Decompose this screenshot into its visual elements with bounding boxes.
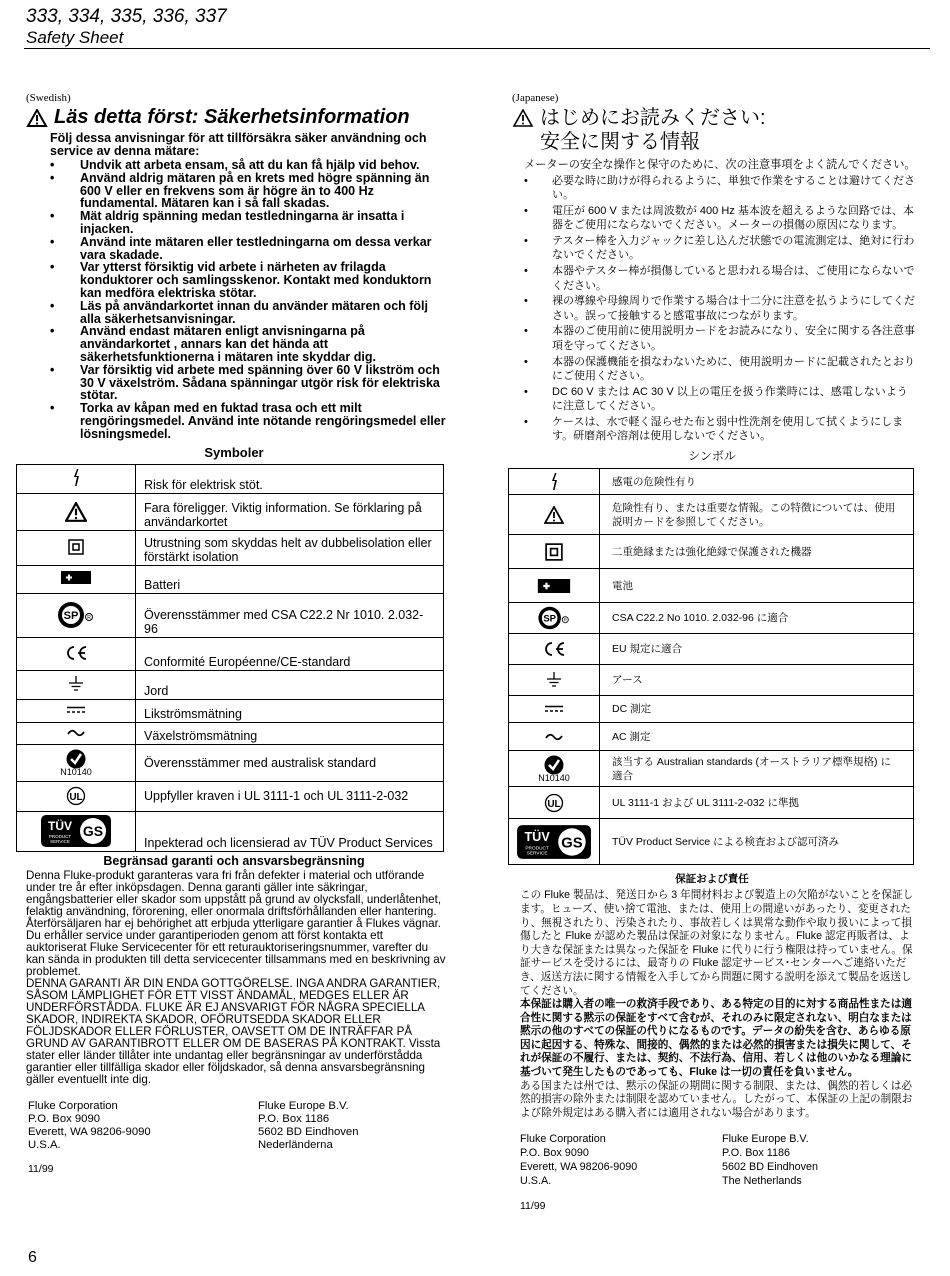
warning-item: • 本器やテスター棒が損傷していると思われる場合は、ご使用にならないでください。 bbox=[508, 264, 916, 293]
ul-mark-icon bbox=[544, 793, 564, 813]
symbol-description: 二重絶縁または強化絶縁で保護された機器 bbox=[600, 535, 914, 569]
address-line: Nederländerna bbox=[258, 1138, 333, 1151]
tuv-top-text: TÜV bbox=[524, 829, 550, 844]
section-title bbox=[26, 106, 446, 128]
symbol-description: Överensstämmer med CSA C22.2 Nr 1010. 2.032-96 bbox=[136, 593, 444, 637]
warranty-paragraph: Denna Fluke-produkt garanteras vara fri från defekter i material och utförande under tre år efter inköpsdagen. Denna garanti gäller inte säkringar, engångsbatterier eller skador som uppstått på grund av olycksfall, underlåtenhet, felaktig användning, förorening, eller onormala driftsförhållanden eller hantering. Återförsäljaren har ej behörighet att erbjuda ytterligare garantier å Flukes vägnar. Du erhåller service under garantiperioden genom att först kontakta ett auktoriserat Fluke Servicecenter för ett returauktoriseringsnummer, varefter du kan sända in produkten till detta servicecenter tillsammans med en beskrivning av problemet. bbox=[26, 868, 446, 978]
addresses bbox=[28, 1100, 446, 1152]
csa-mark-icon bbox=[537, 605, 571, 631]
warranty-paragraph: ある国または州では、黙示の保証の期間に関する制限、または、偶然的若しくは必然的損害の除外または制限を認めていません。したがって、本保証の上記の制限および除外規定はある購入者には適用されない場合があります。 bbox=[520, 1079, 913, 1119]
warning-item: • DC 60 V または AC 30 V 以上の電圧を扱う作業時には、感電しないように注意してください。 bbox=[508, 385, 916, 414]
tuv-gs-mark-icon bbox=[516, 824, 592, 860]
warning-item: • Använd aldrig mätaren på en krets med högre spänning än 600 V eller en frekvens som är högre än to 400 Hz fundamental. Mätaren kan i så fall skadas. bbox=[22, 172, 446, 210]
symbol-row bbox=[17, 744, 444, 781]
warning-triangle-icon bbox=[65, 502, 87, 522]
battery-icon bbox=[537, 579, 571, 593]
warning-item: • 本器のご使用前に使用説明カードをお読みになり、安全に関する各注意事項を守ってください。 bbox=[508, 324, 916, 353]
page-header bbox=[26, 6, 227, 48]
japanese-section bbox=[508, 92, 916, 1212]
header-rule bbox=[24, 48, 930, 49]
warning-item: • Mät aldrig spänning medan testledningarna är insatta i injacken. bbox=[22, 210, 446, 236]
intro-text: メーターの安全な操作と保守のために、次の注意事項をよく読んでください。 bbox=[524, 159, 916, 171]
symbol-row bbox=[17, 637, 444, 670]
symbols-heading: Symboler bbox=[204, 444, 264, 460]
address-line: The Netherlands bbox=[722, 1175, 802, 1188]
double-insulation-icon bbox=[545, 543, 563, 561]
svg-text:R: R bbox=[87, 615, 91, 622]
symbol-row bbox=[509, 696, 914, 723]
c-tick-mark-icon bbox=[66, 749, 86, 769]
symbol-row bbox=[509, 535, 914, 569]
dc-icon bbox=[545, 705, 563, 713]
symbol-row bbox=[509, 787, 914, 819]
address-europe bbox=[722, 1132, 818, 1188]
page-number: 6 bbox=[28, 1249, 37, 1266]
warranty-paragraph: DENNA GARANTI ÄR DIN ENDA GOTTGÖRELSE. INGA ANDRA GARANTIER, SÅSOM LÄMPLIGHET FÖR ETT VISST ÄNDAMÅL, MEDGES ELLER ÄR UNDERFÖRSTÅDDA. FLUKE ÄR EJ ANSVARIGT FÖR NÅGRA SPECIELLA SKADOR, INDIREKTA SKADOR, OFÖRUTSEDDA SKADOR ELLER FÖLJDSKADOR ELLER FÖRLUSTER, OAVSETT OM DE INTRÄFFAR PÅ GRUND AV GARANTIBROTT ELLER OM DE BASERAS PÅ KONTRAKT. Vissta stater eller länder tillåter inte undantag eller begränsningar av underförstådda garantier eller tillfälliga skador eller följdskador, så denna ansvarsbegränsning gäller eventuellt inte dig. bbox=[26, 976, 441, 1086]
address-line: P.O. Box 1186 bbox=[722, 1147, 791, 1160]
symbol-row bbox=[17, 699, 444, 722]
symbol-row bbox=[509, 569, 914, 603]
address-line: Fluke Europe B.V. bbox=[722, 1133, 809, 1146]
symbol-row bbox=[17, 670, 444, 699]
symbol-description: Likströmsmätning bbox=[136, 699, 444, 722]
symbol-description: UL 3111-1 および UL 3111-2-032 に準拠 bbox=[600, 787, 914, 819]
warning-list bbox=[22, 159, 446, 441]
symbol-description: Batteri bbox=[136, 565, 444, 593]
symbol-row bbox=[509, 723, 914, 751]
tuv-bottom-text: SERVICE bbox=[50, 839, 70, 845]
addresses bbox=[520, 1132, 916, 1188]
double-insulation-icon bbox=[68, 539, 84, 555]
symbol-row bbox=[17, 811, 444, 851]
address-line: 5602 BD Eindhoven bbox=[722, 1161, 819, 1174]
tuv-bottom-text: SERVICE bbox=[526, 851, 548, 857]
symbol-description: Inpekterad och licensierad av TÜV Product Services bbox=[136, 811, 444, 851]
warning-item: • Använd inte mätaren eller testledningarna om dessa verkar vara skadade. bbox=[22, 236, 446, 262]
svg-text:SP: SP bbox=[63, 610, 79, 623]
symbol-description: 該当する Australian standards (オーストラリア標準規格) に適合 bbox=[600, 751, 914, 787]
address-line: Fluke Corporation bbox=[28, 1099, 118, 1112]
shock-hazard-icon bbox=[71, 469, 81, 487]
warning-list bbox=[508, 174, 916, 443]
dc-icon bbox=[67, 706, 85, 714]
svg-text:UL: UL bbox=[547, 798, 561, 810]
battery-icon bbox=[61, 571, 91, 584]
language-label: (Japanese) bbox=[512, 92, 559, 104]
n10140-label: N10140 bbox=[538, 772, 570, 783]
warning-item: • Torka av kåpan med en fuktad trasa och ett milt rengöringsmedel. Använd inte nötande rengöringsmedel eller lösningsmedel. bbox=[22, 402, 446, 440]
ac-icon bbox=[67, 729, 85, 737]
warranty-text bbox=[26, 870, 446, 1086]
section-title bbox=[512, 106, 916, 154]
address-europe bbox=[258, 1100, 359, 1152]
title-line: 安全に関する情報 bbox=[540, 131, 700, 153]
symbol-description: Jord bbox=[136, 670, 444, 699]
shock-hazard-icon bbox=[549, 473, 559, 491]
ground-icon bbox=[546, 672, 562, 688]
symbol-description: アース bbox=[600, 665, 914, 696]
symbols-heading: シンボル bbox=[688, 449, 736, 464]
date-code: 11/99 bbox=[520, 1200, 546, 1213]
svg-text:SP: SP bbox=[543, 613, 557, 625]
symbol-description: TÜV Product Service による検査および認可済み bbox=[600, 819, 914, 865]
symbol-row bbox=[509, 819, 914, 865]
warranty-paragraph: この Fluke 製品は、発送日から 3 年間材料および製造上の欠陥がないことを保証します。ヒューズ、使い捨て電池、または、使用上の間違いがあったり、変更されたり、無視されたり、汚染されたり、事故若しくは異常な動作や取り扱いによって損傷したと Fluke が認めた製品は保証の対象になりません。Fluke 認定再販者は、より大きな保証または異なった保証を Fluke に代りに行う権限は持っていません。保証サービスを受けるには、最寄りの Fluke 認定サービス･センターへご連絡いただき、返送方法に関する情報を入手してから問題に関する説明を添えて製品を返送してください。 bbox=[520, 889, 914, 997]
date-code: 11/99 bbox=[28, 1162, 54, 1175]
symbol-description: EU 規定に適合 bbox=[600, 634, 914, 665]
symbol-description: DC 測定 bbox=[600, 696, 914, 723]
address-line: P.O. Box 9090 bbox=[28, 1112, 101, 1125]
title-text bbox=[540, 106, 766, 154]
symbol-description: Conformité Européenne/CE-standard bbox=[136, 637, 444, 670]
symbol-row bbox=[509, 469, 914, 495]
warning-item: • Använd endast mätaren enligt anvisningarna på användarkortet , annars kan det hända att säkerhetsfunktionerna i mätaren inte skyddar dig. bbox=[22, 325, 446, 363]
symbol-row bbox=[509, 495, 914, 535]
symbol-row bbox=[17, 565, 444, 593]
warning-item: • Var försiktig vid arbete med spänning över 60 V likström och 30 V växelström. Sådana spänningar utgör risk för elektriska stötar. bbox=[22, 364, 446, 402]
n10140-label: N10140 bbox=[60, 766, 92, 777]
symbols-table bbox=[508, 468, 914, 865]
symbol-row bbox=[17, 593, 444, 637]
symbol-row bbox=[509, 751, 914, 787]
address-line: U.S.A. bbox=[28, 1138, 61, 1151]
tuv-bottom-text: PRODUCT bbox=[525, 846, 549, 852]
warning-item: • Var ytterst försiktig vid arbete i närheten av frilagda konduktorer och samlingsskenor. Kontakt med konduktorn kan medföra elektriska stötar. bbox=[22, 261, 446, 299]
ul-mark-icon bbox=[66, 786, 86, 806]
symbol-description: Uppfyller kraven i UL 3111-1 och UL 3111-2-032 bbox=[136, 781, 444, 811]
symbols-table bbox=[16, 464, 444, 852]
symbol-description: CSA C22.2 No 1010. 2.032-96 に適合 bbox=[600, 603, 914, 634]
warranty-paragraph: 本保証は購入者の唯一の救済手段であり、ある特定の目的に対する商品性または適合性に関する黙示の保証をすべて含むが、それのみに限定されない、明白なまたは黙示の他のすべての保証の代りになるものです。データの紛失を含む、あらゆる原因に起因する、特殊な、間接的、偶然的または必然的損害または損失に関して、それが保証の不履行、または、契約、不法行為、信用、若しくは他のいかなる理論に基づいて発生したものであっても、Fluke は一切の責任を負いません。 bbox=[520, 998, 912, 1079]
symbol-description: Utrustning som skyddas helt av dubbelisolation eller förstärkt isolation bbox=[136, 530, 444, 565]
warning-triangle-icon bbox=[512, 109, 534, 127]
tuv-gs-mark-icon bbox=[40, 814, 112, 848]
warning-item: • Undvik att arbeta ensam, så att du kan få hjälp vid behov. bbox=[22, 159, 446, 172]
svg-text:UL: UL bbox=[69, 792, 83, 804]
address-line: P.O. Box 1186 bbox=[258, 1112, 330, 1125]
tuv-top-text: TÜV bbox=[48, 819, 72, 834]
symbol-row bbox=[17, 722, 444, 744]
symbol-row bbox=[17, 493, 444, 530]
symbol-row bbox=[17, 464, 444, 493]
symbol-description: Fara föreligger. Viktig information. Se förklaring på användarkortet bbox=[136, 493, 444, 530]
model-numbers: 333, 334, 335, 336, 337 bbox=[26, 6, 227, 27]
warranty-heading: Begränsad garanti och ansvarsbegränsning bbox=[103, 853, 365, 868]
symbol-description: 危険性有り、または重要な情報。この特徴については、使用説明カードを参照してください。 bbox=[600, 495, 914, 535]
warranty-heading: 保証および責任 bbox=[675, 873, 749, 886]
symbol-row bbox=[17, 530, 444, 565]
warning-item: • 裸の導線や母線周りで作業する場合は十二分に注意を払うようにしてください。誤って接触すると感電事故につながります。 bbox=[508, 294, 916, 323]
address-line: Everett, WA 98206-9090 bbox=[520, 1161, 638, 1174]
address-line: P.O. Box 9090 bbox=[520, 1147, 589, 1160]
warning-item: • Läs på användarkortet innan du använder mätaren och följ alla säkerhetsanvisningar. bbox=[22, 300, 446, 326]
symbol-description: 電池 bbox=[600, 569, 914, 603]
svg-text:GS: GS bbox=[561, 835, 583, 852]
ce-mark-icon bbox=[542, 641, 566, 657]
csa-mark-icon bbox=[57, 600, 95, 630]
svg-text:GS: GS bbox=[82, 823, 104, 840]
warning-triangle-icon bbox=[544, 506, 564, 524]
warning-item: • 必要な時に助けが得られるように、単独で作業をすることは避けてください。 bbox=[508, 174, 916, 203]
title-text: Läs detta först: Säkerhetsinformation bbox=[54, 106, 410, 128]
intro-text: Följ dessa anvisningar för att tillförsäkra säker användning och service av denna mätare: bbox=[50, 131, 427, 158]
symbol-description: 感電の危険性有り bbox=[600, 469, 914, 495]
address-line: Everett, WA 98206-9090 bbox=[28, 1125, 151, 1138]
address-line: 5602 BD Eindhoven bbox=[258, 1125, 359, 1138]
warning-item: • テスター棒を入力ジャックに差し込んだ状態での電流測定は、絶対に行わないでください。 bbox=[508, 234, 916, 263]
symbol-row bbox=[509, 665, 914, 696]
warning-item: • 電圧が 600 V または周波数が 400 Hz 基本波を超えるような回路では、本器をご使用にならないでください。メーターの損傷の原因になります。 bbox=[508, 204, 916, 233]
swedish-section bbox=[22, 92, 446, 1175]
symbol-description: Risk för elektrisk stöt. bbox=[136, 464, 444, 493]
warning-triangle-icon bbox=[26, 109, 48, 127]
symbol-row bbox=[509, 634, 914, 665]
tuv-bottom-text: PRODUCT bbox=[48, 834, 72, 840]
address-line: U.S.A. bbox=[520, 1175, 552, 1188]
c-tick-mark-icon bbox=[544, 755, 564, 775]
sheet-title: Safety Sheet bbox=[26, 28, 124, 47]
language-label: (Swedish) bbox=[26, 92, 71, 104]
symbol-description: Överensstämmer med australisk standard bbox=[136, 744, 444, 781]
address-line: Fluke Europe B.V. bbox=[258, 1099, 349, 1112]
svg-text:R: R bbox=[563, 617, 567, 623]
symbol-row bbox=[17, 781, 444, 811]
ground-icon bbox=[68, 676, 84, 692]
ac-icon bbox=[545, 733, 563, 741]
symbol-row bbox=[509, 603, 914, 634]
warranty-text bbox=[520, 889, 916, 1120]
symbol-description: Växelströmsmätning bbox=[136, 722, 444, 744]
address-line: Fluke Corporation bbox=[520, 1133, 606, 1146]
address-usa bbox=[28, 1100, 258, 1152]
warning-item: • 本器の保護機能を損なわないために、使用説明カードに記載されたとおりにご使用ください。 bbox=[508, 355, 916, 384]
address-usa bbox=[520, 1132, 722, 1188]
ce-mark-icon bbox=[64, 645, 88, 661]
warning-item: • ケースは、水で軽く湿らせた布と弱中性洗剤を使用して拭くようにします。研磨剤や溶剤は使用しないでください。 bbox=[508, 415, 916, 444]
title-line: はじめにお読みください: bbox=[540, 107, 766, 129]
symbol-description: AC 測定 bbox=[600, 723, 914, 751]
